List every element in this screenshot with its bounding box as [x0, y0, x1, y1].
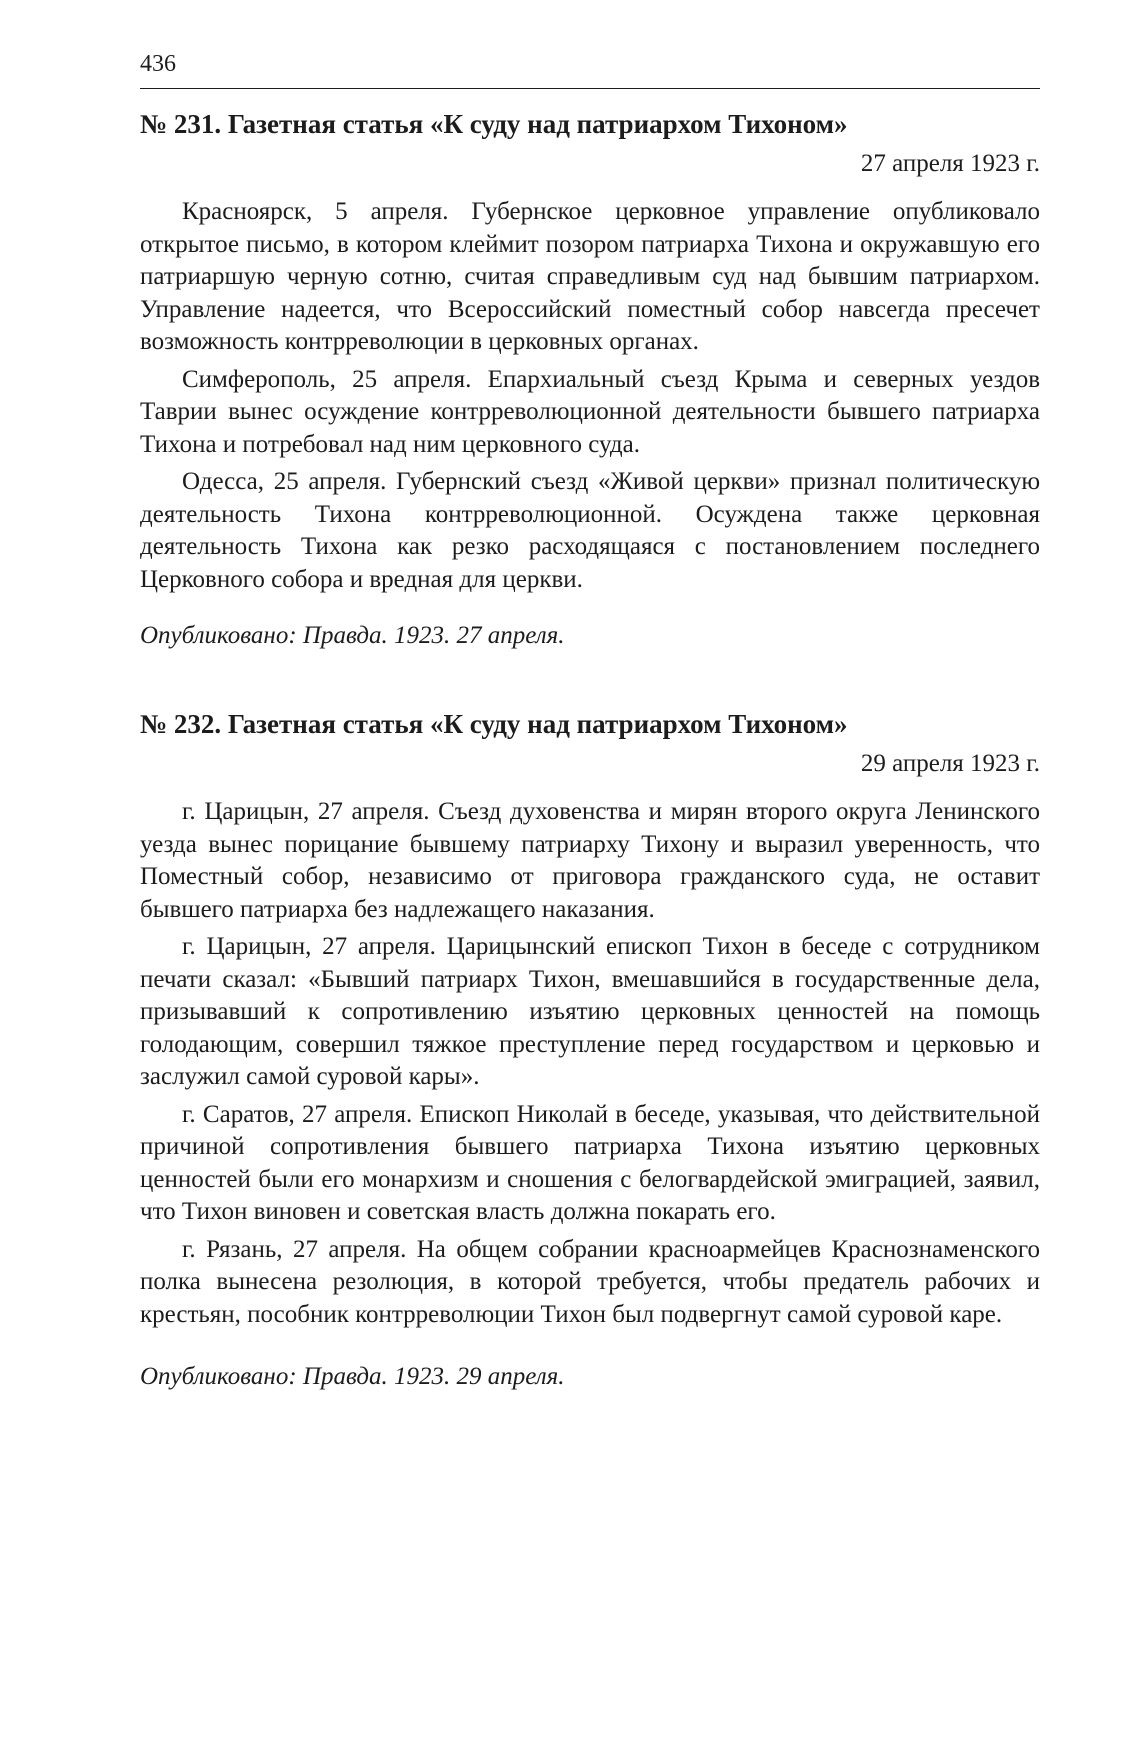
document-date: 27 апреля 1923 г.: [860, 150, 1040, 177]
source-citation: Опубликовано: Правда. 1923. 29 апреля.: [140, 1363, 565, 1390]
source-citation: Опубликовано: Правда. 1923. 27 апреля.: [140, 622, 565, 649]
paragraph-krasnoyarsk: Красноярск, 5 апреля. Губернское церковное управление опубликовало открытое письмо, в котором клеймит позором патриарха Тихона и окружавшую его патриаршую черную сотню, считая справедливым суд над бывшим патриархом. Управление надеется, что Всероссийский поместный собор навсегда пресечет возможность контрреволюции в церковных органах.: [140, 198, 1040, 355]
document-title: № 231. Газетная статья «К суду над патриархом Тихоном»: [140, 109, 848, 139]
paragraph-odessa: Одесса, 25 апреля. Губернский съезд «Живой церкви» признал политическую деятельность Тихона контрреволюционной. Осуждена также церковная деятельность Тихона как резко расходящаяся с постановлением последнего Церковного собора и вредная для церкви.: [140, 468, 1040, 593]
document-232: [140, 704, 1040, 1393]
paragraph-simferopol: Симферополь, 25 апреля. Епархиальный съезд Крыма и северных уездов Таврии вынес осуждение контрреволюционной деятельности бывшего патриарха Тихона и потребовал над ним церковного суда.: [140, 365, 1040, 458]
page-content: [140, 104, 1040, 1393]
paragraph-tsaritsyn-congress: г. Царицын, 27 апреля. Съезд духовенства и мирян второго округа Ленинского уезда вынес порицание бывшему патриарху Тихону и выразил уверенность, что Поместный собор, независимо от приговора гражданского суда, не оставит бывшего патриарха без надлежащего наказания.: [140, 798, 1040, 923]
document-title: № 232. Газетная статья «К суду над патриархом Тихоном»: [140, 709, 848, 739]
document-date: 29 апреля 1923 г.: [860, 750, 1040, 777]
paragraph-ryazan: г. Рязань, 27 апреля. На общем собрании красноармейцев Краснознаменского полка вынесена резолюция, в которой требуется, чтобы предатель рабочих и крестьян, пособник контрреволюции Тихон был подвергнут самой суровой каре.: [140, 1235, 1040, 1328]
paragraph-tsaritsyn-bishop: г. Царицын, 27 апреля. Царицынский епископ Тихон в беседе с сотрудником печати сказал: «Бывший патриарх Тихон, вмешавшийся в государственные дела, призывавший к сопротивлению изъятию церковных ценностей на помощь голодающим, совершил тяжкое преступление перед государством и церковью и заслужил самой суровой кары».: [140, 933, 1040, 1090]
header-divider: [140, 88, 1040, 89]
paragraph-saratov: г. Саратов, 27 апреля. Епископ Николай в беседе, указывая, что действительной причиной сопротивления бывшего патриарха Тихона изъятию церковных ценностей были его монархизм и сношения с белогвардейской эмиграцией, заявил, что Тихон виновен и советская власть должна покарать его.: [140, 1100, 1040, 1225]
page-number: 436: [140, 51, 176, 77]
document-231: [140, 104, 1040, 652]
